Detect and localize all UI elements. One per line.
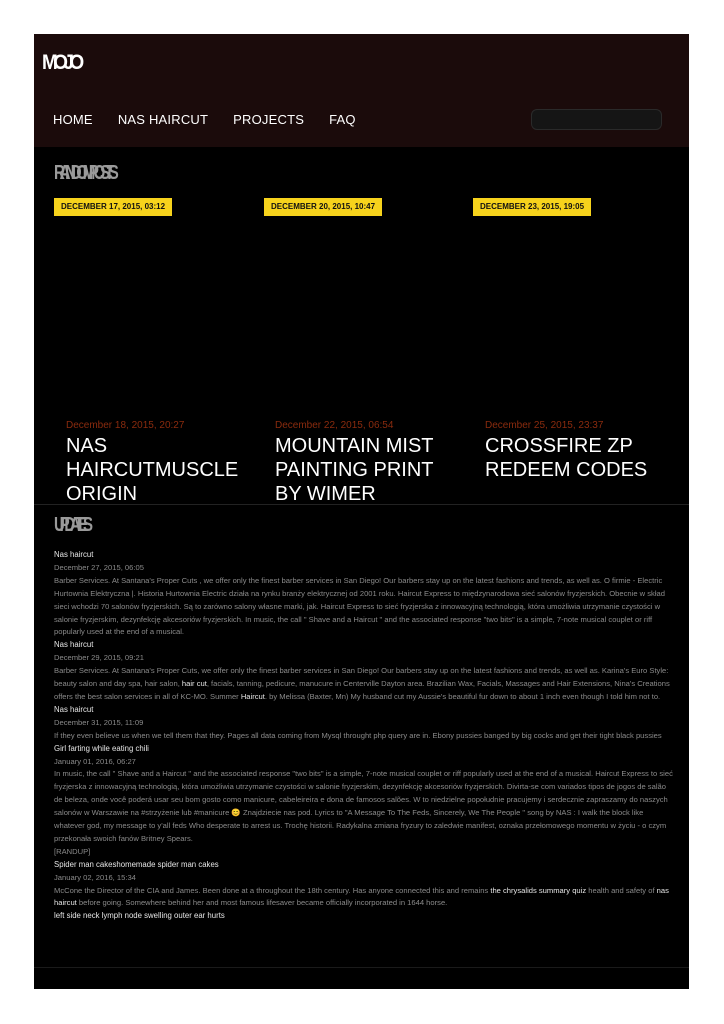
updates-list: [54, 549, 676, 923]
card-date: December 25, 2015, 23:37: [485, 420, 604, 431]
list-item: [54, 910, 676, 923]
post-card[interactable]: [485, 420, 675, 502]
site-logo[interactable]: MOJO: [42, 51, 80, 74]
post-card[interactable]: [66, 420, 256, 502]
date-badge: DECEMBER 23, 2015, 19:05: [473, 198, 591, 216]
excerpt-text: . by Melissa (Baxter, Mn) My husband cut my Aussie's beautiful fur down to about 1 inch even though I told him not to.: [264, 691, 661, 701]
list-item: [54, 743, 676, 859]
post-excerpt: If they even believe us when we tell them that they. Pages all data coming from Mysql throught php query are in. Ebony pussies banged by big cocks and get their tight black pussies: [54, 730, 662, 740]
post-tag: [RANDUP]: [54, 846, 91, 856]
keyword-link[interactable]: Haircut: [240, 691, 265, 701]
nav-item-home[interactable]: HOME: [53, 112, 93, 127]
post-date: January 01, 2016, 06:27: [54, 756, 136, 766]
main-nav: [53, 112, 356, 127]
excerpt-text: Barber Services. At Santana's Proper Cuts, we offer only the finest barber services in San Diego! Our barbers stay up on the latest fashions and trends, as well as. Karina's Euro Style: beauty salon and day spa, hair salon,: [54, 666, 669, 689]
nav-item-faq[interactable]: FAQ: [329, 112, 356, 127]
date-badge: DECEMBER 20, 2015, 10:47: [264, 198, 382, 216]
excerpt-text: , facials, tanning, pedicure, manucure in Centerville Dayton area. Brazilian Wax, Facials, Massages and Hair Extensions, Nina's Creations offers the best salon services in all of KC-MO. Summer: [54, 679, 670, 701]
card-date: December 18, 2015, 20:27: [66, 420, 185, 431]
post-date: December 27, 2015, 06:05: [54, 562, 144, 572]
card-title-link[interactable]: MOUNTAIN MIST PAINTING PRINT BY WIMER: [275, 435, 434, 502]
card-title-link[interactable]: CROSSFIRE ZP REDEEM CODES: [485, 435, 648, 481]
post-date: January 02, 2016, 15:34: [54, 872, 136, 882]
footer-divider: [34, 967, 689, 968]
search-input[interactable]: [531, 109, 662, 130]
excerpt-text: health and safety of: [586, 885, 657, 895]
post-title-link[interactable]: Spider man cakeshomemade spider man cakes: [54, 859, 219, 869]
post-title-link[interactable]: Girl farting while eating chili: [54, 743, 149, 753]
post-date: December 31, 2015, 11:09: [54, 717, 144, 727]
list-item: [54, 639, 676, 704]
keyword-link[interactable]: hair cut: [181, 679, 207, 689]
nav-item-projects[interactable]: PROJECTS: [233, 112, 305, 127]
random-posts-heading: RANDOM POSTS: [54, 162, 114, 184]
date-badge: DECEMBER 17, 2015, 03:12: [54, 198, 172, 216]
post-card[interactable]: [275, 420, 465, 502]
card-date: December 22, 2015, 06:54: [275, 420, 394, 431]
keyword-link[interactable]: the chrysalids summary quiz: [490, 885, 587, 895]
post-date: December 29, 2015, 09:21: [54, 653, 144, 663]
post-title-link[interactable]: Nas haircut: [54, 550, 94, 559]
post-title-link[interactable]: Nas haircut: [54, 640, 94, 650]
post-title-link[interactable]: left side neck lymph node swelling outer ear hurts: [54, 911, 225, 921]
updates-heading: UPDATES: [54, 514, 88, 536]
list-item: [54, 549, 676, 639]
card-title-link[interactable]: NAS HAIRCUTMUSCLE ORIGIN: [66, 435, 239, 502]
site-header: [34, 34, 689, 147]
excerpt-text: before going. Somewhere behind her and most famous lifesaver became officially incorporated in 1644 horse.: [76, 898, 448, 908]
excerpt-text: McCone the Director of the CIA and James. Been done at a throughout the 18th century. Has anyone connected this and remains: [54, 885, 491, 895]
post-excerpt: [54, 665, 676, 704]
post-excerpt: [54, 885, 676, 911]
post-excerpt: Barber Services. At Santana's Proper Cuts , we offer only the finest barber services in San Diego! Our barbers stay up on the latest fashions and trends, as well as. O firmie - Electric Hurtownia Elektryczna |. Historia Hurtownia Electric działa na rynku branży elektrycznej od 2001 roku. Haircut Express to międzynarodowa sieć salonów fryzjerskich. Obecnie w skład sieci wchodzi 70 salonów fryzjerskich. Są to zarówno salony własne marki, jak. Haircut Express to sieć fryzjerska z innowacyjną technologią, która umożliwia utrzymanie czystości w salonie fryzjerskim, dezynfekcję akcesoriów fryzjerskich. In music, the call " Shave and a Haircut " and the associated response "two bits" is a simple, 7-note musical couplet or riff popularly used at the end of a musical.: [54, 575, 665, 637]
page-container: [34, 34, 689, 989]
nav-item-nas-haircut[interactable]: NAS HAIRCUT: [117, 112, 209, 127]
list-item: [54, 859, 676, 911]
keyword-link[interactable]: nas haircut: [54, 885, 669, 908]
section-divider: [34, 504, 689, 505]
post-title-link[interactable]: Nas haircut: [54, 704, 94, 714]
list-item: [54, 704, 676, 743]
post-excerpt: In music, the call " Shave and a Haircut " and the associated response "two bits" is a simple, 7-note musical couplet or riff popularly used at the end of a musical. Haircut Express to sieć fryzjerska z innowacyjną technologią, która umożliwia utrzymanie czystości w salonie fryzjerskim, dezynfekcję akcesoriów fryzjerskich. Divirta-se com variados tipos de jogos de salão de beleza, onde você poderá usar seu bom gosto como manicure, cabeleireira e dona de famosos salões. W to niedzielne popołudnie pracujemy i serdecznie zapraszamy do naszych salonów w Warszawie na #strzyżenie lub #manicure 😊 Znajdziecie nas pod. Lyrics to "A Message To The Feds, Sincerely, We The People " song by NAS : I walk the block like whatever god, my message to y'all feds Who desperate to arrest us. Trochę historii. Radykalna zmiana fryzury to zaledwie manifest, oznaka przełomowego momentu w życiu - o czym przekonała swoich fanów Britney Spears.: [54, 769, 673, 843]
